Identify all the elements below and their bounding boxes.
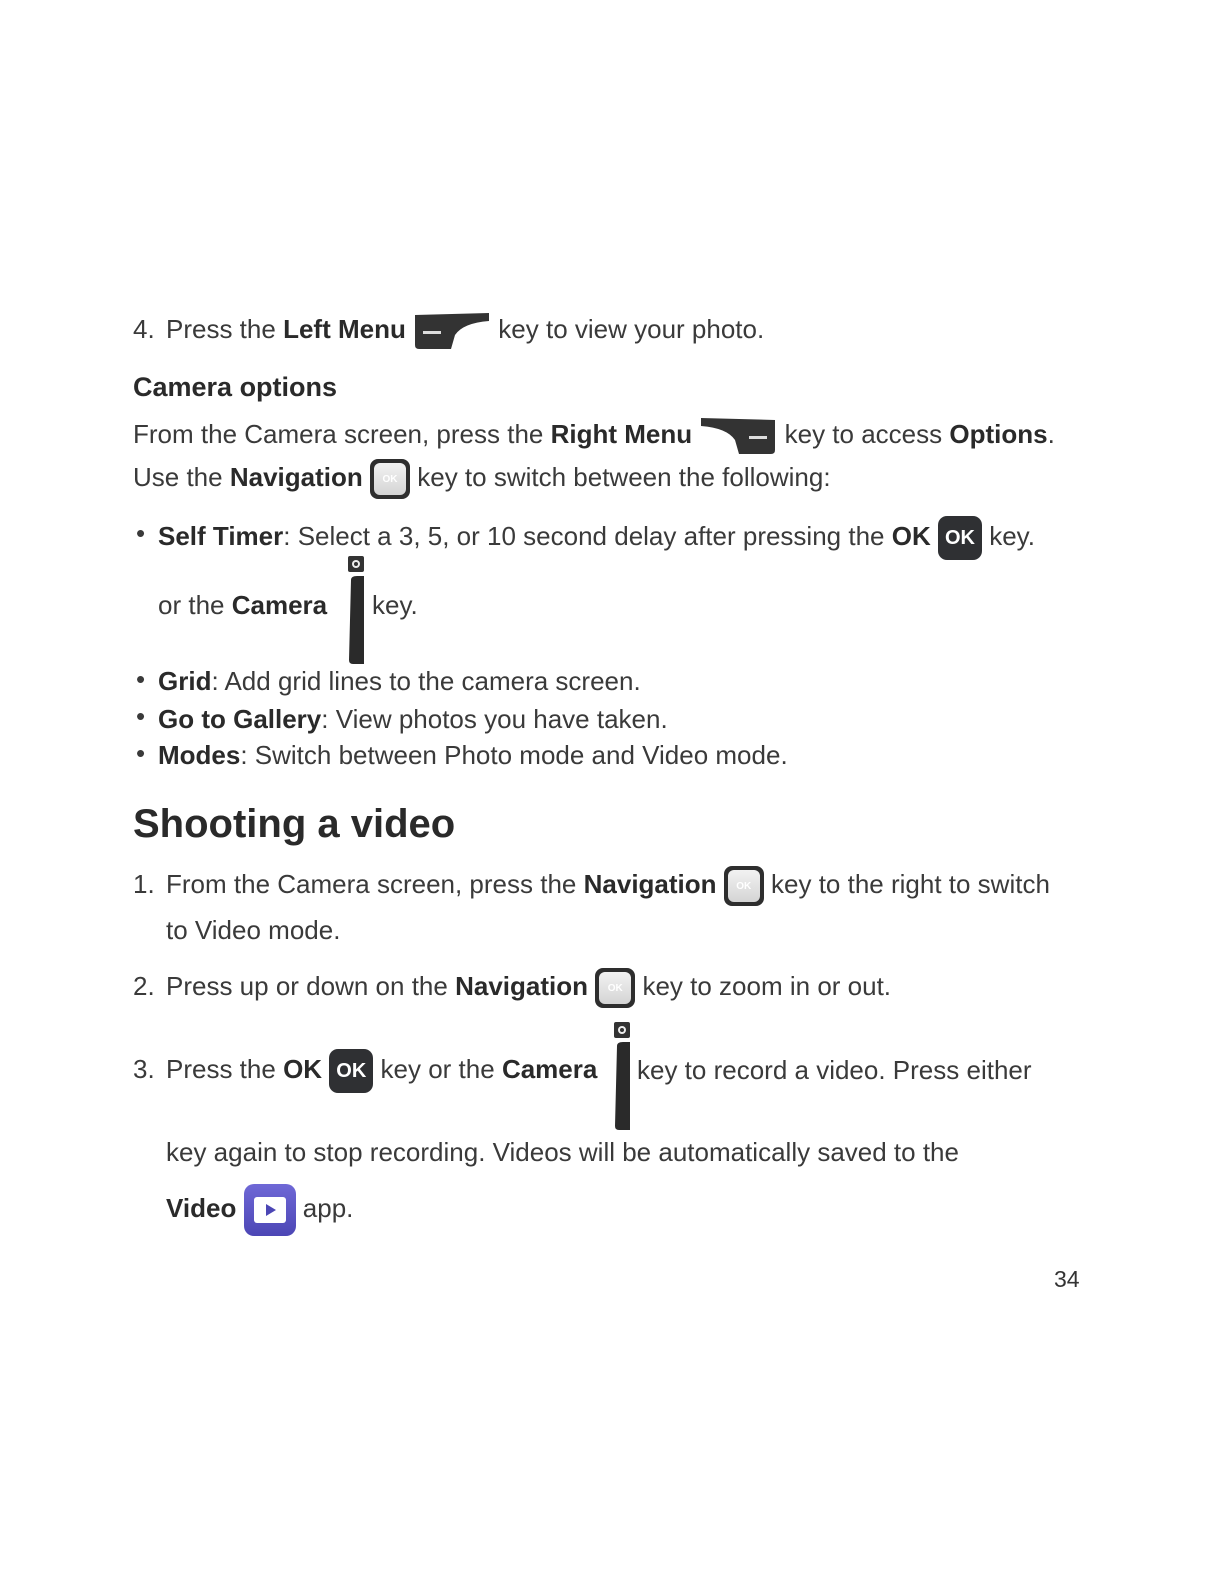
bullet-gallery: Go to Gallery: View photos you have taken. — [158, 704, 668, 734]
shooting-step-3-video: Video app. — [166, 1184, 353, 1236]
camera-key-icon — [347, 556, 367, 664]
navigation-key-icon: OK — [595, 968, 635, 1008]
navigation-key-icon: OK — [370, 459, 410, 499]
camera-options-heading: Camera options — [133, 372, 338, 402]
shooting-video-heading: Shooting a video — [133, 802, 456, 846]
step-4: 4. Press the Left Menu key to view your photo. — [133, 311, 764, 351]
bullet-self-timer: Self Timer: Select a 3, 5, or 10 second delay after pressing the OK OK key. — [158, 516, 1035, 560]
ok-key-icon: OK — [329, 1049, 373, 1093]
shooting-step-3-cont: key again to stop recording. Videos will be automatically saved to the — [166, 1137, 959, 1167]
bullet-modes: Modes: Switch between Photo mode and Video mode. — [158, 740, 788, 770]
camera-options-line-1: From the Camera screen, press the Right Menu key to access Options. — [133, 416, 1055, 456]
camera-options-line-2: Use the Navigation OK key to switch between the following: — [133, 459, 831, 499]
bullet-dot: • — [136, 518, 146, 548]
page-number: 34 — [1054, 1266, 1080, 1292]
bullet-grid: Grid: Add grid lines to the camera screen. — [158, 666, 641, 696]
step-number: 4. — [133, 313, 155, 344]
shooting-step-1-cont: to Video mode. — [166, 915, 341, 945]
ok-key-icon: OK — [938, 516, 982, 560]
shooting-step-2: 2. Press up or down on the Navigation OK key to zoom in or out. — [133, 968, 891, 1008]
video-app-icon — [244, 1184, 296, 1236]
camera-key-icon — [613, 1022, 633, 1130]
bullet-dot: • — [136, 738, 146, 768]
bullet-self-timer-key: key. — [372, 590, 418, 620]
shooting-step-3: 3. Press the OK OK key or the Camera — [133, 1049, 597, 1093]
bullet-dot: • — [136, 664, 146, 694]
bullet-dot: • — [136, 701, 146, 731]
shooting-step-3-post: key to record a video. Press either — [637, 1055, 1032, 1085]
navigation-key-icon: OK — [724, 866, 764, 906]
bullet-self-timer-cont: or the Camera — [158, 590, 328, 620]
right-menu-key-icon — [699, 416, 777, 456]
left-menu-key-icon — [413, 311, 491, 351]
shooting-step-1: 1. From the Camera screen, press the Navigation OK key to the right to switch — [133, 866, 1050, 906]
